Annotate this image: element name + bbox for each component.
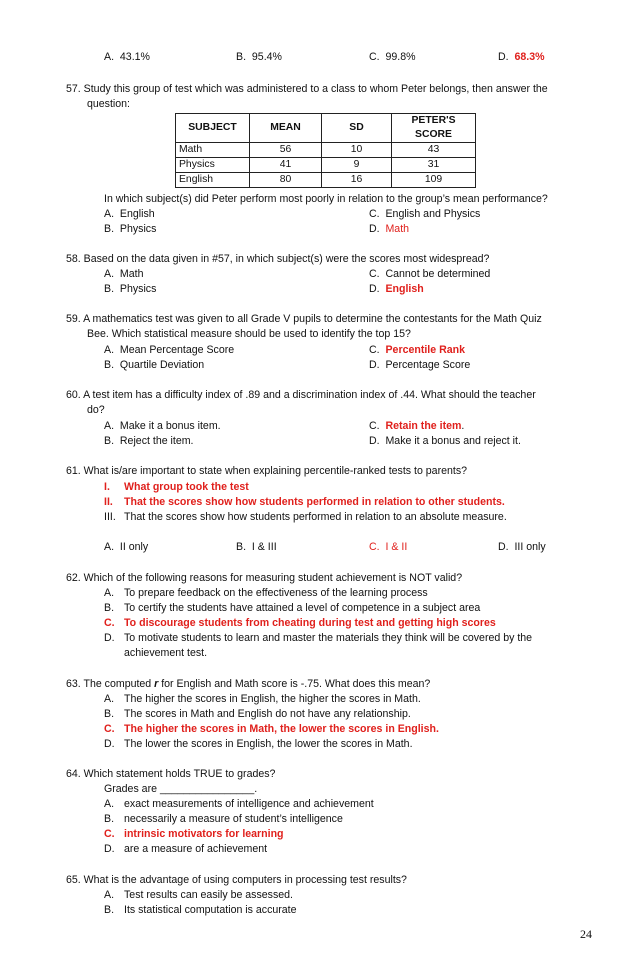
q60-option-a: A. Make it a bonus item. xyxy=(104,420,221,432)
q61-option-b: B. I & III xyxy=(236,541,277,553)
table-row xyxy=(176,158,476,173)
q62-option-a: A. To prepare feedback on the effectiveness of the learning process xyxy=(104,587,428,599)
table-header-row xyxy=(176,114,476,143)
q59-option-c: C. Percentile Rank xyxy=(369,344,465,356)
q61-statement-3: III. That the scores show how students performed in relation to an absolute measure. xyxy=(104,511,507,523)
q63-stem: 63. The computed r for English and Math score is -.75. What does this mean? xyxy=(66,678,431,690)
q59-option-d: D. Percentage Score xyxy=(369,359,471,371)
q58-option-a: A. Math xyxy=(104,268,144,280)
q57-option-a: A. English xyxy=(104,208,155,220)
q64-option-c: C. intrinsic motivators for learning xyxy=(104,828,284,840)
table-cell: Physics xyxy=(176,158,250,173)
q57-option-b: B. Physics xyxy=(104,223,157,235)
q60-option-c: C. Retain the item. xyxy=(369,420,465,432)
table-cell: 41 xyxy=(250,158,322,173)
q63-option-c: C. The higher the scores in Math, the lower the scores in English. xyxy=(104,723,439,735)
table-cell: 10 xyxy=(322,143,392,158)
q57-stem: 57. Study this group of test which was administered to a class to whom Peter belongs, then answer the xyxy=(66,83,548,95)
q62-stem: 62. Which of the following reasons for measuring student achievement is NOT valid? xyxy=(66,572,463,584)
q63-option-d: D. The lower the scores in English, the lower the scores in Math. xyxy=(104,738,413,750)
table-cell: 80 xyxy=(250,173,322,188)
q59-stem-cont: Bee. Which statistical measure should be used to identify the top 15? xyxy=(87,328,411,340)
table-header: SUBJECT xyxy=(176,114,250,143)
q56-option-d: D. 68.3% xyxy=(498,51,545,63)
table-cell: 31 xyxy=(392,158,476,173)
table-cell: 43 xyxy=(392,143,476,158)
table-cell: 56 xyxy=(250,143,322,158)
q62-option-b: B. To certify the students have attained a level of competence in a subject area xyxy=(104,602,481,614)
q60-option-d: D. Make it a bonus and reject it. xyxy=(369,435,521,447)
q61-statement-2: II. That the scores show how students performed in relation to other students. xyxy=(104,496,505,508)
q61-stem: 61. What is/are important to state when explaining percentile-ranked tests to parents? xyxy=(66,465,468,477)
q60-stem: 60. A test item has a difficulty index of .89 and a discrimination index of .44. What should the teacher xyxy=(66,389,536,401)
q65-option-b: B. Its statistical computation is accurate xyxy=(104,904,297,916)
q63-option-b: B. The scores in Math and English do not have any relationship. xyxy=(104,708,411,720)
table-header: SD xyxy=(322,114,392,143)
table-cell: 16 xyxy=(322,173,392,188)
q61-option-a: A. II only xyxy=(104,541,149,553)
q64-option-d: D. are a measure of achievement xyxy=(104,843,268,855)
q62-option-d-cont: achievement test. xyxy=(124,647,208,659)
q65-stem: 65. What is the advantage of using computers in processing test results? xyxy=(66,874,407,886)
table-row xyxy=(176,143,476,158)
q57-score-table xyxy=(175,113,476,188)
q61-option-c: C. I & II xyxy=(369,541,408,553)
q56-option-c: C. 99.8% xyxy=(369,51,416,63)
q57-stem-cont: question: xyxy=(87,98,130,110)
q65-option-a: A. Test results can easily be assessed. xyxy=(104,889,293,901)
q62-option-c: C. To discourage students from cheating during test and getting high scores xyxy=(104,617,496,629)
q61-option-d: D. III only xyxy=(498,541,546,553)
q61-statement-1: I. What group took the test xyxy=(104,481,249,493)
table-cell: 109 xyxy=(392,173,476,188)
q60-stem-cont: do? xyxy=(87,404,105,416)
q58-option-c: C. Cannot be determined xyxy=(369,268,491,280)
q64-blank-line: Grades are ________________. xyxy=(104,783,258,795)
table-cell: 9 xyxy=(322,158,392,173)
table-header: MEAN xyxy=(250,114,322,143)
q59-option-b: B. Quartile Deviation xyxy=(104,359,205,371)
q58-option-d: D. English xyxy=(369,283,424,295)
table-row xyxy=(176,173,476,188)
q59-option-a: A. Mean Percentage Score xyxy=(104,344,235,356)
q56-option-b: B. 95.4% xyxy=(236,51,282,63)
q59-stem: 59. A mathematics test was given to all Grade V pupils to determine the contestants for the Math Quiz xyxy=(66,313,542,325)
q57-option-d: D. Math xyxy=(369,223,410,235)
q62-option-d: D. To motivate students to learn and master the materials they think will be covered by the xyxy=(104,632,533,644)
q64-option-a: A. exact measurements of intelligence and achievement xyxy=(104,798,374,810)
q57-option-c: C. English and Physics xyxy=(369,208,481,220)
q57-question: In which subject(s) did Peter perform most poorly in relation to the group’s mean performance? xyxy=(104,193,548,205)
q60-option-b: B. Reject the item. xyxy=(104,435,194,447)
q58-stem: 58. Based on the data given in #57, in which subject(s) were the scores most widespread? xyxy=(66,253,490,265)
q64-option-b: B. necessarily a measure of student’s intelligence xyxy=(104,813,343,825)
table-cell: English xyxy=(176,173,250,188)
q63-option-a: A. The higher the scores in English, the higher the scores in Math. xyxy=(104,693,421,705)
q64-stem: 64. Which statement holds TRUE to grades? xyxy=(66,768,276,780)
table-header: PETER'S SCORE xyxy=(392,114,476,143)
q58-option-b: B. Physics xyxy=(104,283,157,295)
page-number: 24 xyxy=(580,927,592,941)
q56-option-a: A. 43.1% xyxy=(104,51,150,63)
table-cell: Math xyxy=(176,143,250,158)
